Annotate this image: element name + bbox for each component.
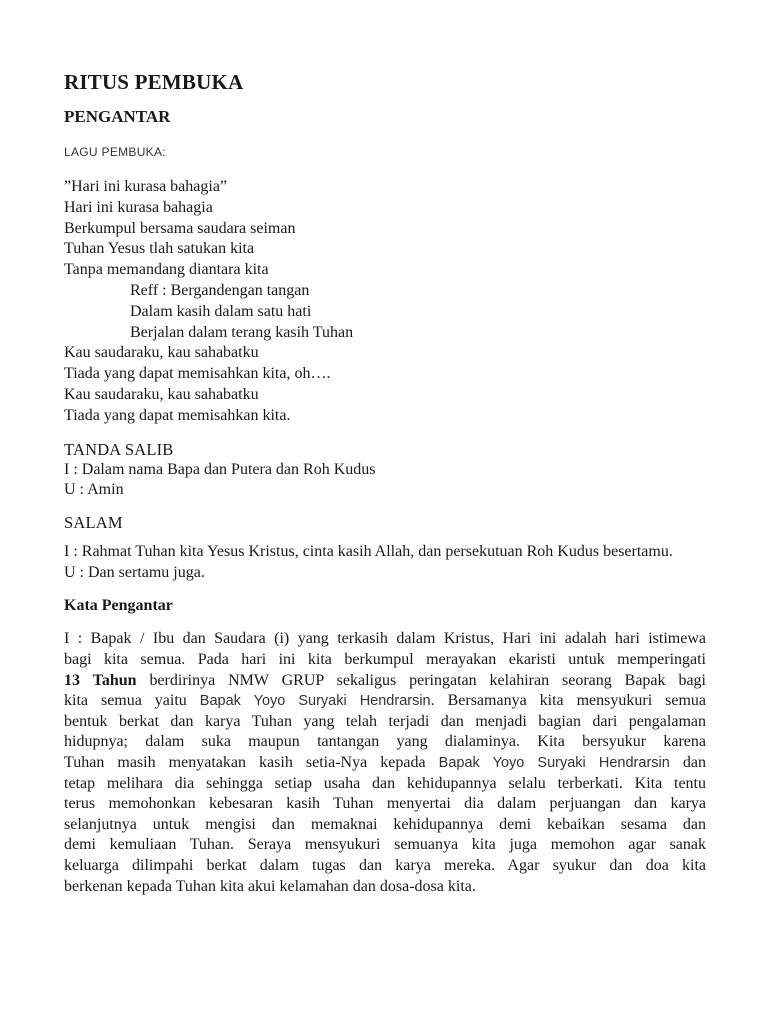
paragraph-text: kita semua yaitu	[64, 692, 200, 710]
song-line: Berkumpul bersama saudara seiman	[64, 219, 296, 237]
anniversary-text: 13 Tahun	[64, 671, 137, 689]
tanda-salib-heading: TANDA SALIB	[64, 439, 174, 459]
song-line: Tanpa memandang diantara kita	[64, 261, 269, 279]
person-name: Bapak Yoyo Suryaki Hendrarsin	[199, 693, 431, 710]
tanda-salib-i-line: I : Dalam nama Bapa dan Putera dan Roh Kudus	[64, 460, 376, 478]
song-line: Kau saudaraku, kau sahabatku	[64, 385, 259, 403]
reff-line: Reff : Bergandengan tangan	[130, 281, 310, 299]
reff-line: Dalam kasih dalam satu hati	[130, 302, 312, 320]
paragraph-line: I : Bapak / Ibu dan Saudara (i) yang terkasih dalam Kristus, Hari ini adalah hari istimewa	[64, 630, 706, 648]
paragraph-text: . Bersamanya kita mensyukuri semua	[430, 692, 706, 710]
salam-heading: SALAM	[64, 513, 123, 533]
person-name: Bapak Yoyo Suryaki Hendrarsin	[438, 755, 670, 772]
document-page	[64, 68, 706, 897]
paragraph-text: Tuhan masih menyatakan kasih setia-Nya kepada	[64, 754, 439, 772]
song-line: ”Hari ini kurasa bahagia”	[64, 178, 228, 195]
paragraph-line: bagi kita semua. Pada hari ini kita berkumpul merayakan ekaristi untuk memperingati	[64, 651, 706, 669]
tanda-salib-u-line: U : Amin	[64, 481, 124, 499]
paragraph-line	[64, 753, 706, 774]
kata-pengantar-paragraph	[64, 629, 706, 897]
paragraph-line: hidupnya; dalam suka maupun tantangan yang dialaminya. Kita bersyukur karena	[64, 733, 706, 751]
paragraph-text: dan	[669, 754, 706, 772]
kata-pengantar-heading: Kata Pengantar	[64, 597, 173, 615]
paragraph-line: demi kemuliaan Tuhan. Seraya mensyukuri semuanya kita juga memohon agar sanak	[64, 836, 706, 854]
paragraph-line: keluarga dilimpahi berkat dalam tugas dan karya mereka. Agar syukur dan doa kita	[64, 856, 706, 874]
paragraph-text: berdirinya NMW GRUP sekaligus peringatan kelahiran seorang Bapak bagi	[136, 671, 707, 689]
salam-u-line: U : Dan sertamu juga.	[64, 563, 205, 581]
section-subtitle: PENGANTAR	[64, 107, 171, 126]
paragraph-line	[64, 671, 706, 692]
song-lyrics	[64, 177, 706, 427]
song-line: Tuhan Yesus tlah satukan kita	[64, 240, 255, 258]
paragraph-line: bentuk berkat dan karya Tuhan yang telah terjadi dan menjadi bagian dari pengalaman	[64, 712, 706, 730]
salam-i-line: I : Rahmat Tuhan kita Yesus Kristus, cinta kasih Allah, dan persekutuan Roh Kudus besertamu.	[64, 543, 673, 561]
page-title: RITUS PEMBUKA	[64, 70, 244, 94]
song-label: LAGU PEMBUKA:	[64, 145, 166, 159]
paragraph-line	[64, 691, 706, 712]
paragraph-line: terus memohonkan kebesaran kasih Tuhan menyertai dia dalam perjuangan dan karya	[64, 795, 706, 813]
song-line: Tiada yang dapat memisahkan kita, oh….	[64, 365, 331, 383]
reff-line: Berjalan dalam terang kasih Tuhan	[130, 323, 354, 341]
paragraph-line: berkenan kepada Tuhan kita akui kelamahan dan dosa-dosa kita.	[64, 877, 476, 895]
paragraph-line: tetap melihara dia sehingga setiap usaha dan kehidupannya selalu terberkati. Kita tentu	[64, 774, 706, 792]
paragraph-line: selanjutnya untuk mengisi dan memaknai kehidupannya demi kebaikan sesama dan	[64, 815, 706, 833]
song-line: Kau saudaraku, kau sahabatku	[64, 344, 259, 362]
song-line: Tiada yang dapat memisahkan kita.	[64, 406, 291, 424]
song-line: Hari ini kurasa bahagia	[64, 198, 213, 216]
